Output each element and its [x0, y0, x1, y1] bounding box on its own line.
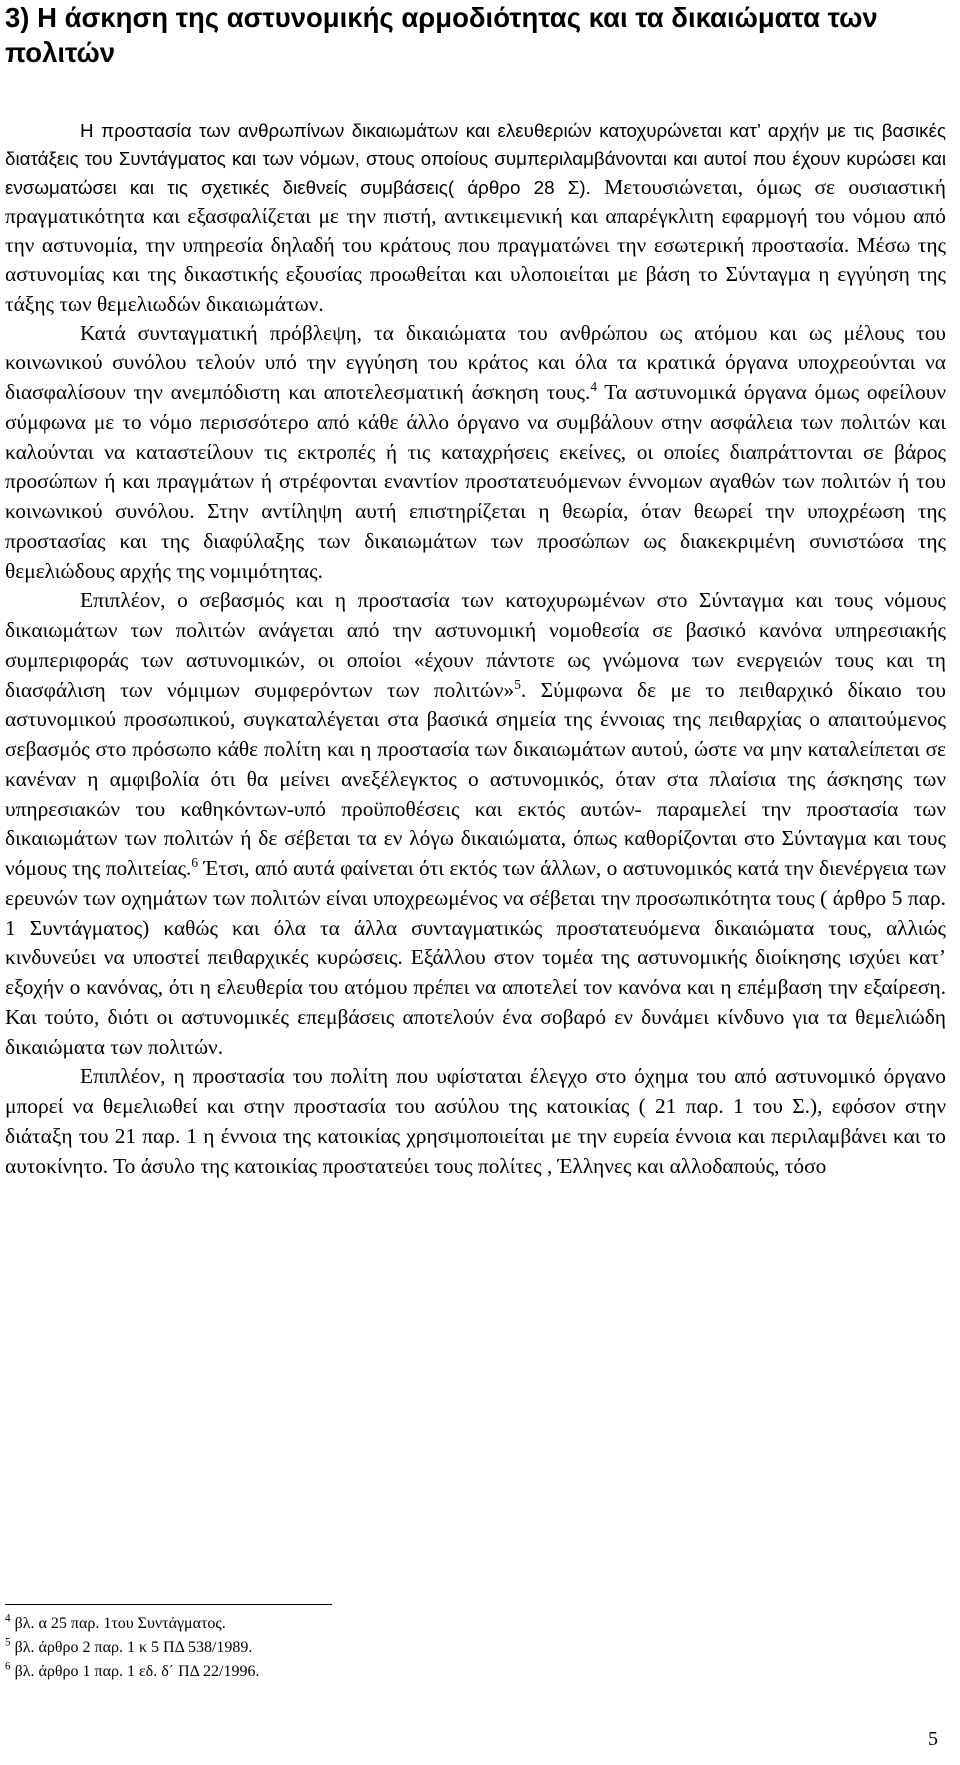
paragraph-3-part-c: Έτσι, από αυτά φαίνεται ότι εκτός των άλλων, ο αστυνομικός κατά την διενέργεια των ερευνών των οχημάτων των πολιτών είναι υποχρεωμένος να σέβεται την προσωπικότητα τους ( άρθρο 5 παρ. 1 Συντάγματος) καθώς και όλα τα άλλα συνταγματικώς προστατευόμενα δικαιώματα τους, αλλιώς κινδυνεύει να υποστεί πειθαρχικές κυρώσεις. Εξάλλου στον τομέα της αστυνομικής διοίκησης ισχύει κατ’ εξοχήν ο κανόνας, ότι η ελευθερία του ατόμου πρέπει να αποτελεί τον κανόνα και η επέμβαση την εξαίρεση. Και τούτο, διότι οι αστυνομικές επεμβάσεις αποτελούν ένα σοβαρό εν δυνάμει κίνδυνο για τα θεμελιώδη δικαιώματα των πολιτών.	[5, 856, 946, 1059]
paragraph-1-sans-part: Η προστασία των ανθρωπίνων δικαιωμάτων και ελευθεριών κατοχυρώνεται κατ’ αρχήν με τις βασικές διατάξεις του Συντάγματος και των νόμων, στους οποίους συμπεριλαμβάνονται και αυτοί που έχουν κυρώσει και ενσωματώσει και τις σχετικές διεθνείς συμβάσεις( άρθρο 28 Σ).	[5, 120, 946, 199]
footnotes	[5, 1612, 905, 1684]
paragraph-2	[5, 319, 946, 587]
footnote-text: βλ. άρθρο 2 παρ. 1 κ 5 ΠΔ 538/1989.	[14, 1639, 253, 1656]
paragraph-2-part-b: Τα αστυνομικά όργανα όμως οφείλουν σύμφωνα με το νόμο περισσότερο από κάθε άλλο όργανο να συμβάλουν στην ασφάλεια των πολιτών και καλούνται να καταστείλουν τις εκτροπές ή τις καταχρήσεις εκείνες, οι οποίες διαπράττονται σε βάρος προσώπων ή και πραγμάτων ή στρέφονται εναντίον προστατευόμενων έννομων αγαθών των πολιτών ή του κοινωνικού συνόλου. Στην αντίληψη αυτή επιστηρίζεται η θεωρία, όταν θεωρεί την υποχρέωση της προστασίας και της διαφύλαξης των δικαιωμάτων των προσώπων ως διακεκριμένη συνιστώσα της θεμελιώδους αρχής της νομιμότητας.	[5, 380, 946, 583]
footnote-ref-4[interactable]: 4	[590, 379, 597, 395]
paragraph-1-serif-part: Μετουσιώνεται, όμως σε ουσιαστική πραγματικότητα και εξασφαλίζεται με την πιστή, αντικειμενική και απαρέγκλιτη εφαρμογή του νόμου από την αστυνομία, την υπηρεσία δηλαδή του κράτους που πραγματώνει την εσωτερική προστασία. Μέσω της αστυνομίας και της δικαστικής εξουσίας προωθείται και υλοποιείται με βάση το Σύνταγμα η εγγύηση της τάξης των θεμελιωδών δικαιωμάτων.	[5, 175, 946, 316]
section-heading: 3) Η άσκηση της αστυνομικής αρμοδιότητας και τα δικαιώματα των πολιτών	[5, 2, 878, 68]
footnote-6	[5, 1660, 905, 1684]
footnote-4	[5, 1612, 905, 1636]
footnote-separator	[5, 1604, 332, 1605]
paragraph-3-part-b: . Σύμφωνα δε με το πειθαρχικό δίκαιο του αστυνομικού προσωπικού, συγκαταλέγεται στα βασικά σημεία της έννοιας της πειθαρχίας ο απαιτούμενος σεβασμός στο πρόσωπο κάθε πολίτη και η προστασία των δικαιωμάτων αυτού, ώστε να μην καταλείπεται σε κανέναν η αμφιβολία ότι θα μείνει ανεξέλεγκτος ο αστυνομικός, όταν στα πλαίσια της άσκησης των υπηρεσιακών του καθηκόντων-υπό προϋποθέσεις και εκτός αυτών- παραμελεί την προστασία των δικαιωμάτων των πολιτών ή δε σέβεται τα εν λόγω δικαιώματα, όπως καθορίζονται στο Σύνταγμα και τους νόμους της πολιτείας.	[5, 677, 947, 881]
footnote-5	[5, 1636, 905, 1660]
paragraph-4	[5, 1062, 946, 1181]
paragraph-3-part-a: Επιπλέον, ο σεβασμός και η προστασία των κατοχυρωμένων στο Σύνταγμα και τους νόμους δικαιωμάτων των πολιτών ανάγεται από την αστυνομική νομοθεσία σε βασικό κανόνα υπηρεσιακής συμπεριφοράς των αστυνομικών, οι οποίοι «έχουν πάντοτε ως γνώμονα των ενεργειών τους και τη διασφάλιση των νόμιμων συμφερόντων των πολιτών»	[5, 588, 946, 702]
paragraph-4-text: Επιπλέον, η προστασία του πολίτη που υφίσταται έλεγχο στο όχημα του από αστυνομικό όργανο μπορεί να θεμελιωθεί και στην προστασία του ασύλου της κατοικίας ( 21 παρ. 1 του Σ.), εφόσον στην διάταξη του 21 παρ. 1 η έννοια της κατοικίας χρησιμοποιείται με την ευρεία έννοια και περιλαμβάνει και το αυτοκίνητο. Το άσυλο της κατοικίας προστατεύει τους πολίτες , Έλληνες και αλλοδαπούς, τόσο	[5, 1064, 946, 1178]
paragraph-1	[5, 117, 946, 319]
footnote-text: βλ. α 25 παρ. 1του Συντάγματος.	[14, 1615, 226, 1632]
footnote-ref-6[interactable]: 6	[191, 855, 199, 871]
paragraph-3	[5, 586, 946, 1062]
footnote-number: 4	[5, 1612, 11, 1625]
paragraph-2-part-a: Κατά συνταγματική πρόβλεψη, τα δικαιώματα του ανθρώπου ως ατόμου και ως μέλους του κοινωνικού συνόλου τελούν υπό την εγγύηση του κράτος και όλα τα κρατικά όργανα υποχρεούνται να διασφαλίσουν την ανεμπόδιστη και αποτελεσματική άσκηση τους.	[5, 320, 946, 405]
footnote-number: 5	[5, 1636, 11, 1649]
page-number: 5	[928, 1728, 938, 1750]
body-text	[5, 117, 946, 1181]
footnote-text: βλ. άρθρο 1 παρ. 1 εδ. δ΄ ΠΔ 22/1996.	[14, 1663, 260, 1680]
footnote-number: 6	[5, 1660, 11, 1673]
footnote-ref-5[interactable]: 5	[514, 676, 521, 692]
